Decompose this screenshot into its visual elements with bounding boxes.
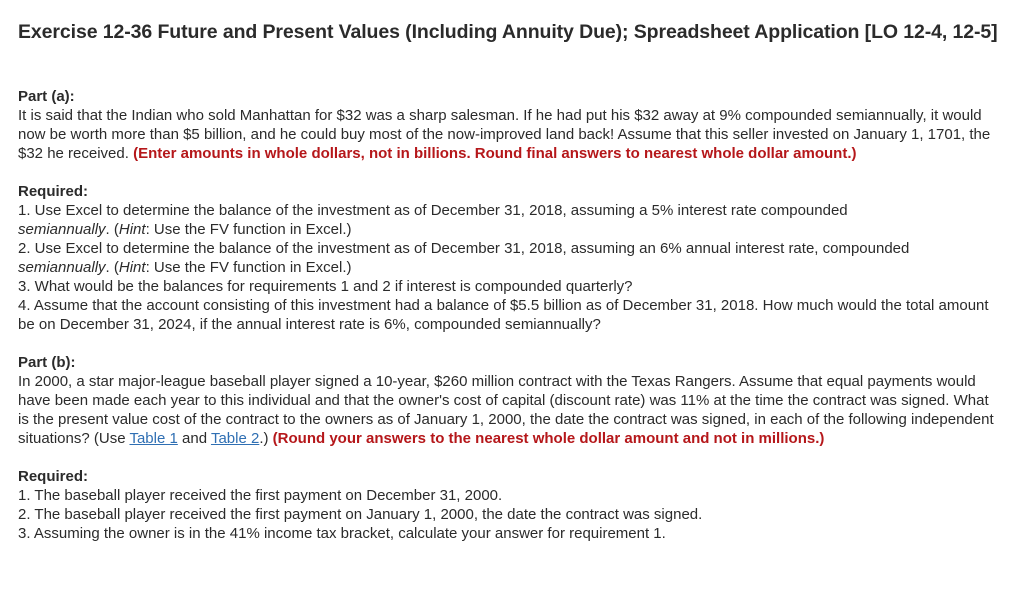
part-a-required-heading: Required: bbox=[18, 183, 89, 200]
part-b-body-text: In 2000, a star major-league baseball player signed a 10-year, $260 million contract with the Texas Rangers. Assume that equal payments would have been made each year to this individual and that the owner's cost of capital (discount rate) was 11% at the time the contract was signed. What is the present value cost of the contract to the owners as of January 1, 2000, the date the contract was signed, in each of the following independent situations? (Use bbox=[18, 373, 994, 447]
part-b-heading: Part (b): bbox=[18, 354, 76, 371]
part-b-requirements-list bbox=[18, 486, 1000, 543]
part-a-requirement-2: 2. Use Excel to determine the balance of the investment as of December 31, 2018, assuming an 6% annual interest rate, compounded semiannually. (Hint: Use the FV function in Excel.) bbox=[18, 240, 910, 276]
part-a-requirement-4: 4. Assume that the account consisting of this investment had a balance of $5.5 billion as of December 31, 2018. How much would the total amount be on December 31, 2024, if the annual interest rate is 6%, compounded semiannually? bbox=[18, 297, 989, 333]
part-a-requirement-1: 1. Use Excel to determine the balance of the investment as of December 31, 2018, assuming a 5% interest rate compounded semiannually. (Hint: Use the FV function in Excel.) bbox=[18, 202, 848, 238]
part-b-section bbox=[18, 353, 1000, 543]
part-a-body bbox=[18, 106, 1000, 163]
part-b-instruction: (Round your answers to the nearest whole dollar amount and not in millions.) bbox=[272, 430, 825, 447]
part-b-requirement-2: 2. The baseball player received the first payment on January 1, 2000, the date the contract was signed. bbox=[18, 506, 703, 523]
table-1-link[interactable]: Table 1 bbox=[129, 430, 178, 447]
part-a-requirements-list bbox=[18, 201, 1000, 334]
part-b-requirement-1: 1. The baseball player received the first payment on December 31, 2000. bbox=[18, 487, 503, 504]
part-a-section bbox=[18, 87, 1000, 334]
part-a-body-text: It is said that the Indian who sold Manhattan for $32 was a sharp salesman. If he had put his $32 away at 9% compounded semiannually, it would now be worth more than $5 billion, and he could buy most of the now-improved land back! Assume that this seller invested on January 1, 1701, the $32 he received. bbox=[18, 107, 991, 162]
table-2-link[interactable]: Table 2 bbox=[210, 430, 260, 447]
part-b-required-heading: Required: bbox=[18, 468, 89, 485]
part-b-requirement-3: 3. Assuming the owner is in the 41% income tax bracket, calculate your answer for requirement 1. bbox=[18, 525, 666, 542]
part-a-heading: Part (a): bbox=[18, 88, 75, 105]
part-b-body: In 2000, a star major-league baseball player signed a 10-year, $260 million contract with the Texas Rangers. Assume that equal payments would have been made each year to this individual and that the owner's cost of capital (discount rate) was 11% at the time the contract was signed. What is the present value cost of the contract to the owners as of January 1, 2000, the date the contract was signed, in each of the following independent situations? (Use Table 1 and Table 2.) (Round your answers to the nearest whole dollar amount and not in millions.) bbox=[18, 373, 994, 447]
part-a-instruction: (Enter amounts in whole dollars, not in billions. Round final answers to nearest whole dollar amount.) bbox=[133, 145, 857, 162]
part-a-requirement-3: 3. What would be the balances for requirements 1 and 2 if interest is compounded quarterly? bbox=[18, 278, 633, 295]
exercise-title: Exercise 12-36 Future and Present Values (Including Annuity Due); Spreadsheet Application [LO 12-4, 12-5] bbox=[18, 21, 998, 43]
